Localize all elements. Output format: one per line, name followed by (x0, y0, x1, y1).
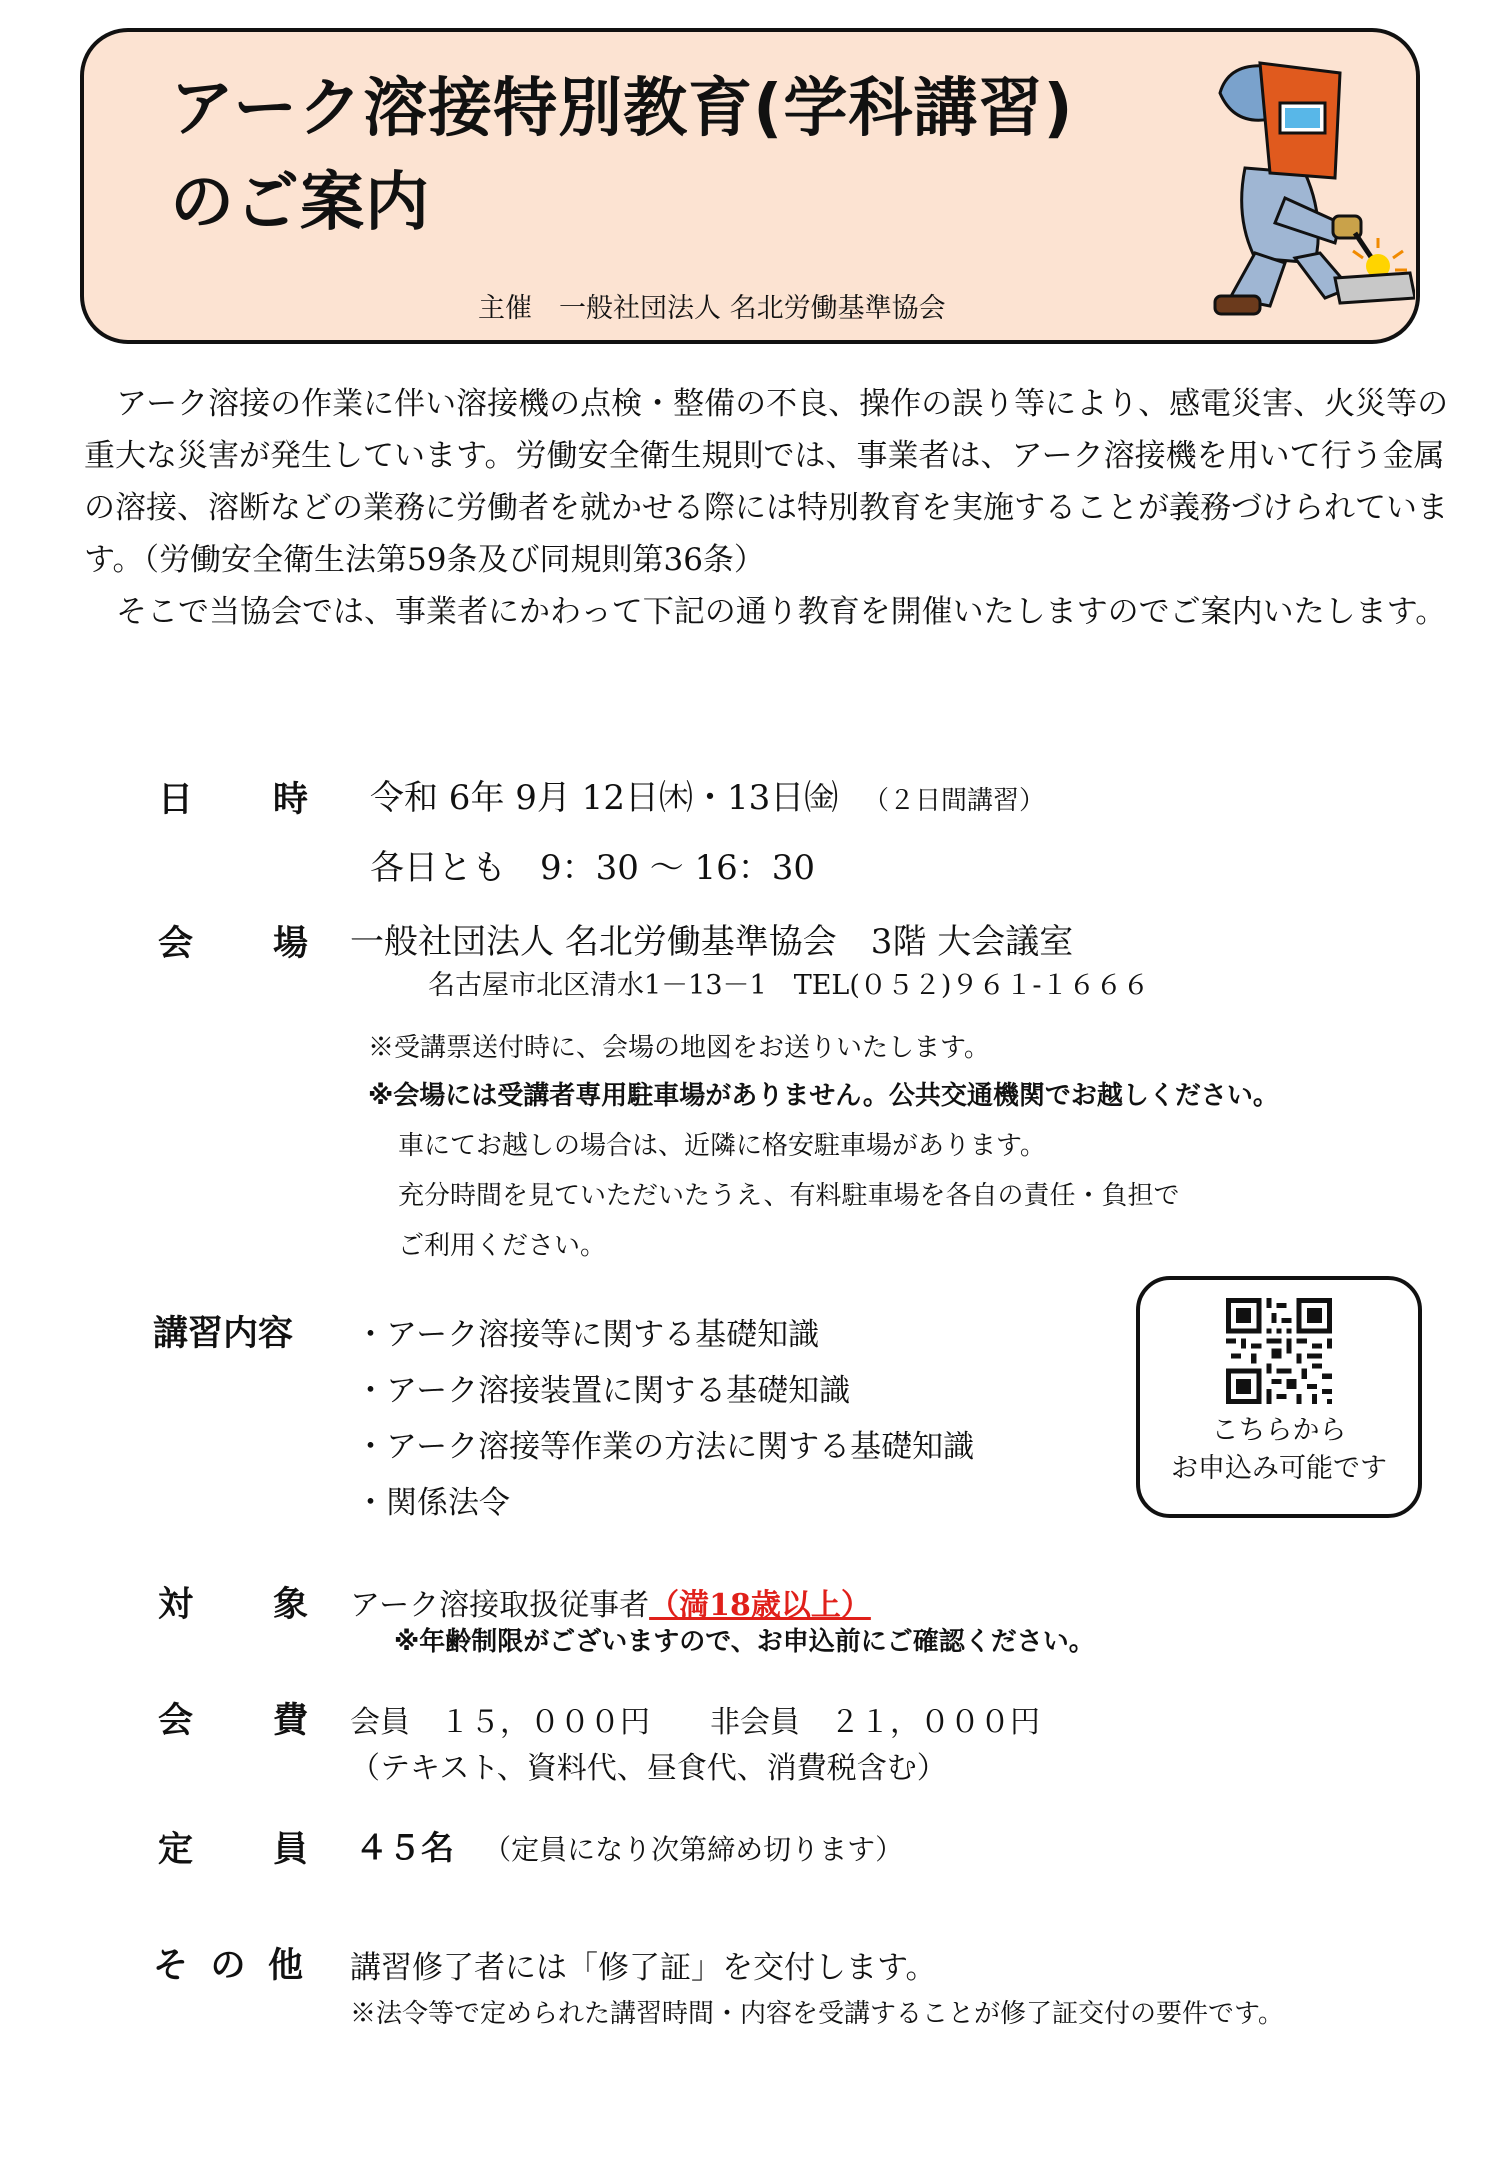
content-label: 講習内容 (153, 1314, 294, 1354)
title-line-2: のご案内 (170, 166, 430, 240)
venue-address: 名古屋市北区清水1－13－1 TEL(０５２)９６１-１６６６ (428, 970, 1150, 1001)
welder-illustration (1175, 48, 1415, 328)
venue-note-5: ご利用ください。 (398, 1231, 607, 1261)
capacity-value: ４５名 （定員になり次第締め切ります） (355, 1828, 904, 1867)
qr-caption: こちらから お申込み可能です (1171, 1415, 1387, 1484)
page-title (170, 62, 1074, 250)
fee-label: 会 費 (158, 1701, 308, 1741)
capacity-label: 定 員 (158, 1830, 308, 1870)
venue-note-2: ※会場には受講者専用駐車場がありません。公共交通機関でお越しください。 (368, 1081, 1279, 1111)
fee-value: 会員 １５，０００円 非会員 ２１，０００円 (350, 1705, 1040, 1740)
list-item: ・関係法令 (355, 1485, 510, 1521)
title-line-1: アーク溶接特別教育(学科講習) (170, 72, 1074, 146)
list-item: ・アーク溶接装置に関する基礎知識 (355, 1373, 851, 1409)
intro-paragraph-2: そこで当協会では、事業者にかわって下記の通り教育を開催いたしますのでご案内いたします。 (116, 594, 1447, 630)
list-item: ・アーク溶接等作業の方法に関する基礎知識 (355, 1429, 975, 1465)
intro-text (84, 378, 1454, 638)
target-label: 対 象 (158, 1585, 308, 1625)
event-date: 令和 6年 9月 12日㈭・13日㈮ (370, 778, 839, 818)
target-value: アーク溶接取扱従事者（満18歳以上） (350, 1588, 871, 1623)
datetime-value (370, 770, 1045, 819)
venue-name: 一般社団法人 名北労働基準協会 3階 大会議室 (350, 922, 1074, 962)
event-hours: 各日とも 9：30 ～ 16：30 (370, 848, 816, 888)
datetime-label: 日 時 (158, 780, 308, 820)
other-value: 講習修了者には「修了証」を交付します。 (350, 1950, 937, 1986)
venue-note-3: 車にてお越しの場合は、近隣に格安駐車場があります。 (398, 1131, 1046, 1161)
venue-label: 会 場 (158, 924, 308, 964)
event-duration: （２日間講習） (863, 786, 1046, 816)
fee-note: （テキスト、資料代、昼食代、消費税含む） (350, 1751, 947, 1786)
target-note: ※年齢制限がございますので、お申込前にご確認ください。 (394, 1627, 1095, 1657)
list-item: ・アーク溶接等に関する基礎知識 (355, 1317, 820, 1353)
organizer: 主催 一般社団法人 名北労働基準協会 (478, 293, 946, 324)
content-list (355, 1307, 974, 1531)
age-requirement: （満18歳以上） (649, 1588, 871, 1623)
qr-code-icon[interactable] (1226, 1298, 1332, 1404)
venue-note-4: 充分時間を見ていただいたうえ、有料駐車場を各自の責任・負担で (398, 1181, 1180, 1211)
other-label: そ の 他 (153, 1946, 303, 1986)
venue-note-1: ※受講票送付時に、会場の地図をお送りいたします。 (368, 1033, 990, 1063)
other-note: ※法令等で定められた講習時間・内容を受講することが修了証交付の要件です。 (350, 1999, 1284, 2029)
intro-paragraph-1: アーク溶接の作業に伴い溶接機の点検・整備の不良、操作の誤り等により、感電災害、火災等の重大な災害が発生しています。労働安全衛生規則では、事業者は、アーク溶接機を用いて行う金属の溶接、溶断などの業務に労働者を就かせる際には特別教育を実施することが義務づけられています。（労働安全衛生法第59条及び同規則第36条） (84, 386, 1449, 578)
